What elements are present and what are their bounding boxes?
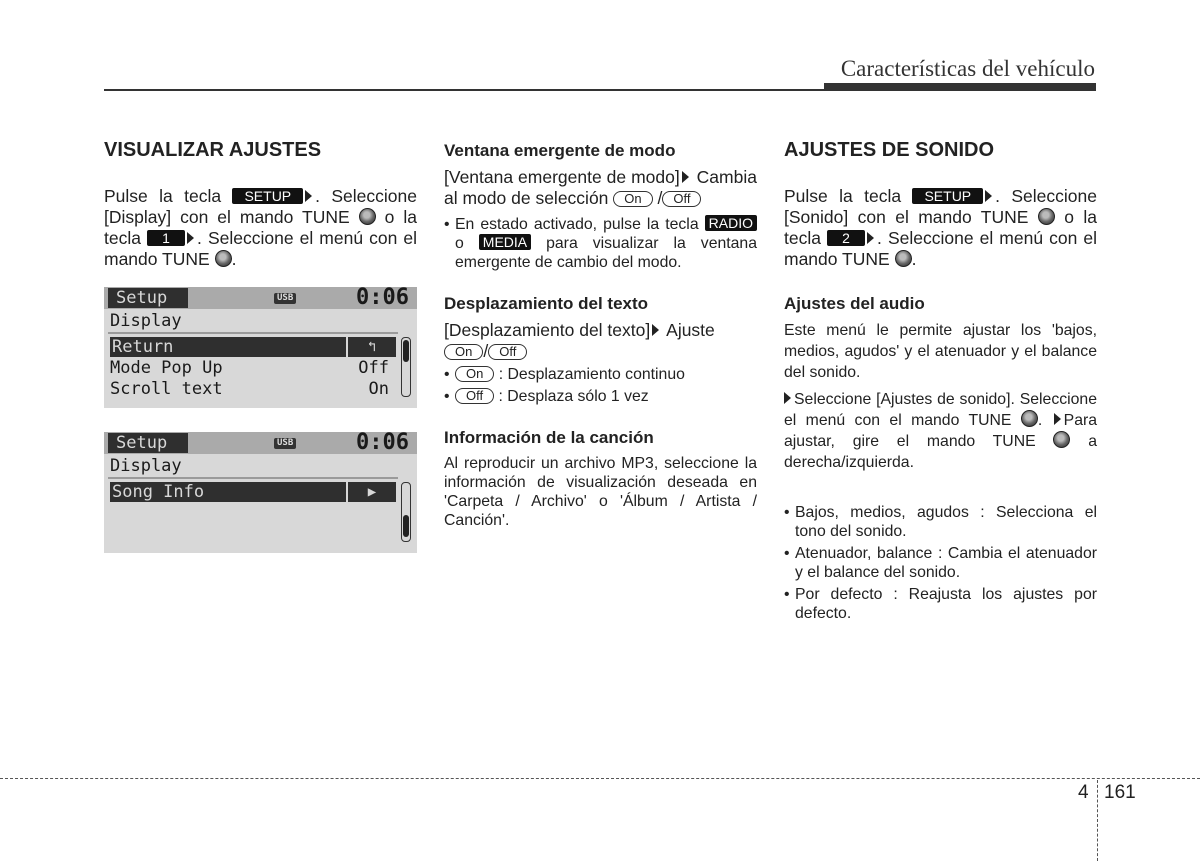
scroll-bullet-on: • On : Desplazamiento continuo xyxy=(444,365,757,384)
arrow-icon xyxy=(187,232,194,244)
off-pill-icon: Off xyxy=(662,191,701,207)
arrow-icon xyxy=(784,392,791,404)
clock: 0:06 xyxy=(356,432,409,455)
menu-value: Off xyxy=(358,358,389,378)
tune-knob-icon xyxy=(895,250,912,267)
arrow-icon xyxy=(1054,413,1061,425)
chapter-number: 4 xyxy=(1078,782,1089,803)
song-info-paragraph: Al reproducir un archivo MP3, seleccione la información de visualización deseada en 'Carpeta / Archivo' o 'Álbum / Artista / Canción'. xyxy=(444,455,757,529)
list-item: • Por defecto : Reajusta los ajustes por defecto. xyxy=(784,585,1097,623)
sound-bullets xyxy=(784,503,1097,623)
setup-key-icon: SETUP xyxy=(232,188,303,204)
setup-tab: Setup xyxy=(108,288,188,308)
song-info-screen xyxy=(104,432,417,553)
on-pill-icon: On xyxy=(613,191,652,207)
section-heading-song-info: Información de la canción xyxy=(444,428,654,447)
off-pill-icon: Off xyxy=(488,344,527,360)
tune-knob-icon xyxy=(215,250,232,267)
menu-row-return: Return xyxy=(110,337,346,357)
arrow-icon xyxy=(867,232,874,244)
page-header-title: Características del vehículo xyxy=(840,56,1095,81)
footer-divider xyxy=(1097,780,1098,861)
on-pill-icon: On xyxy=(444,344,483,360)
section-heading-scroll: Desplazamiento del texto xyxy=(444,294,649,313)
on-pill-icon: On xyxy=(455,366,494,382)
radio-key-icon: RADIO xyxy=(705,215,757,231)
section-heading-popup: Ventana emergente de modo xyxy=(444,141,676,160)
tune-knob-icon xyxy=(1021,410,1038,427)
menu-value: On xyxy=(368,379,389,399)
return-icon: ↰ xyxy=(348,337,396,357)
column-ajustes-sonido xyxy=(784,135,1097,623)
media-key-icon: MEDIA xyxy=(479,234,531,250)
arrow-icon xyxy=(985,190,992,202)
instruction-paragraph: Pulse la tecla SETUP . Seleccione [Sonido] con el mando TUNE o la tecla 2 . Seleccione el menú con el mando TUNE . xyxy=(784,186,1097,269)
scroll-paragraph: [Desplazamiento del texto] Ajuste On / Off xyxy=(444,320,715,361)
scrollbar xyxy=(401,482,411,542)
key-2-icon: 2 xyxy=(827,230,865,246)
setup-key-icon: SETUP xyxy=(912,188,983,204)
footer-rule xyxy=(0,778,1200,779)
section-heading: AJUSTES DE SONIDO xyxy=(784,139,995,161)
off-pill-icon: Off xyxy=(455,388,494,404)
audio-steps: Seleccione [Ajustes de sonido]. Seleccione el menú con el mando TUNE . Para ajustar, gire el mando TUNE a derecha/izquierda. xyxy=(784,391,1098,471)
header-rule-accent xyxy=(824,83,1096,90)
popup-paragraph: [Ventana emergente de modo] Cambia al modo de selección On / Off xyxy=(444,167,757,208)
screen-title: Display xyxy=(110,311,182,331)
list-item: • Atenuador, balance : Cambia el atenuador y el balance del sonido. xyxy=(784,544,1097,582)
column-visualizar-ajustes xyxy=(104,135,417,553)
arrow-icon xyxy=(305,190,312,202)
menu-row-mode-popup: Mode Pop Up xyxy=(110,358,223,378)
display-setup-screen xyxy=(104,287,417,408)
setup-tab: Setup xyxy=(108,433,188,453)
page-number: 161 xyxy=(1104,782,1136,803)
key-1-icon: 1 xyxy=(147,230,185,246)
arrow-icon xyxy=(682,171,689,183)
tune-knob-icon xyxy=(1053,431,1070,448)
audio-paragraph: Este menú le permite ajustar los 'bajos, medios, agudos' y el atenuador y el balance del sonido. xyxy=(784,322,1097,381)
play-arrow-icon: ▶ xyxy=(348,482,396,502)
section-heading: VISUALIZAR AJUSTES xyxy=(104,139,322,161)
tune-knob-icon xyxy=(1038,208,1055,225)
screen-title: Display xyxy=(110,456,182,476)
usb-icon: USB xyxy=(274,438,296,449)
popup-bullet: • En estado activado, pulse la tecla RADIO o MEDIA para visualizar la ventana emergente de cambio del modo. xyxy=(444,215,757,272)
sub-heading-audio: Ajustes del audio xyxy=(784,294,925,313)
arrow-icon xyxy=(652,324,659,336)
instruction-paragraph: Pulse la tecla SETUP . Seleccione [Display] con el mando TUNE o la tecla 1 . Seleccione el menú con el mando TUNE . xyxy=(104,186,417,269)
column-mode-text xyxy=(444,135,757,530)
scroll-bullet-off: • Off : Desplaza sólo 1 vez xyxy=(444,387,757,406)
usb-icon: USB xyxy=(274,293,296,304)
scrollbar xyxy=(401,337,411,397)
menu-row-scroll-text: Scroll text xyxy=(110,379,223,399)
menu-row-song-info: Song Info xyxy=(110,482,346,502)
tune-knob-icon xyxy=(359,208,376,225)
clock: 0:06 xyxy=(356,287,409,310)
list-item: • Bajos, medios, agudos : Selecciona el tono del sonido. xyxy=(784,503,1097,541)
